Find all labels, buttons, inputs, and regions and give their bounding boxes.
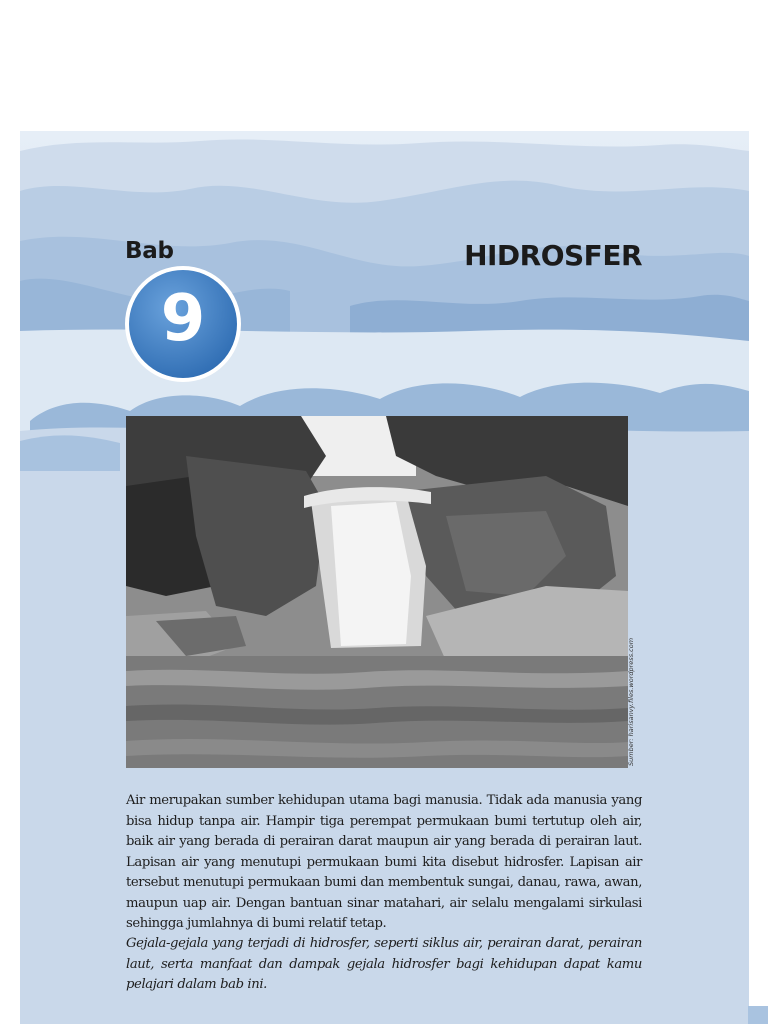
photo-credit: Sumber: harisanvy.files.wordpress.com	[627, 637, 635, 766]
waterfall-photo	[126, 416, 628, 768]
page-edge-tab	[748, 1006, 768, 1024]
intro-italic-note: Gejala-gejala yang terjadi di hidrosfer, seperti siklus air, perairan darat, perairan laut, serta manfaat dan dampak gejala hidrosfer bagi kehidupan dapat kamu pelajari dalam bab ini.	[126, 936, 642, 992]
chapter-label: Bab	[125, 238, 174, 264]
chapter-title: HIDROSFER	[464, 239, 642, 272]
waterfall-image	[126, 416, 628, 768]
intro-paragraph: Air merupakan sumber kehidupan utama bagi manusia. Tidak ada manusia yang bisa hidup tanpa air. Hampir tiga perempat permukaan bumi tertutup oleh air, baik air yang berada di perairan darat maupun air yang berada di perairan laut. Lapisan air yang menutupi permukaan bumi kita disebut hidrosfer. Lapisan air tersebut menutupi permukaan bumi dan membentuk sungai, danau, rawa, awan, maupun uap air. Dengan bantuan sinar matahari, air selalu mengalami sirkulasi sehingga jumlahnya di bumi relatif tetap.	[126, 793, 642, 931]
chapter-number: 9	[160, 282, 206, 356]
chapter-number-badge	[124, 263, 254, 385]
